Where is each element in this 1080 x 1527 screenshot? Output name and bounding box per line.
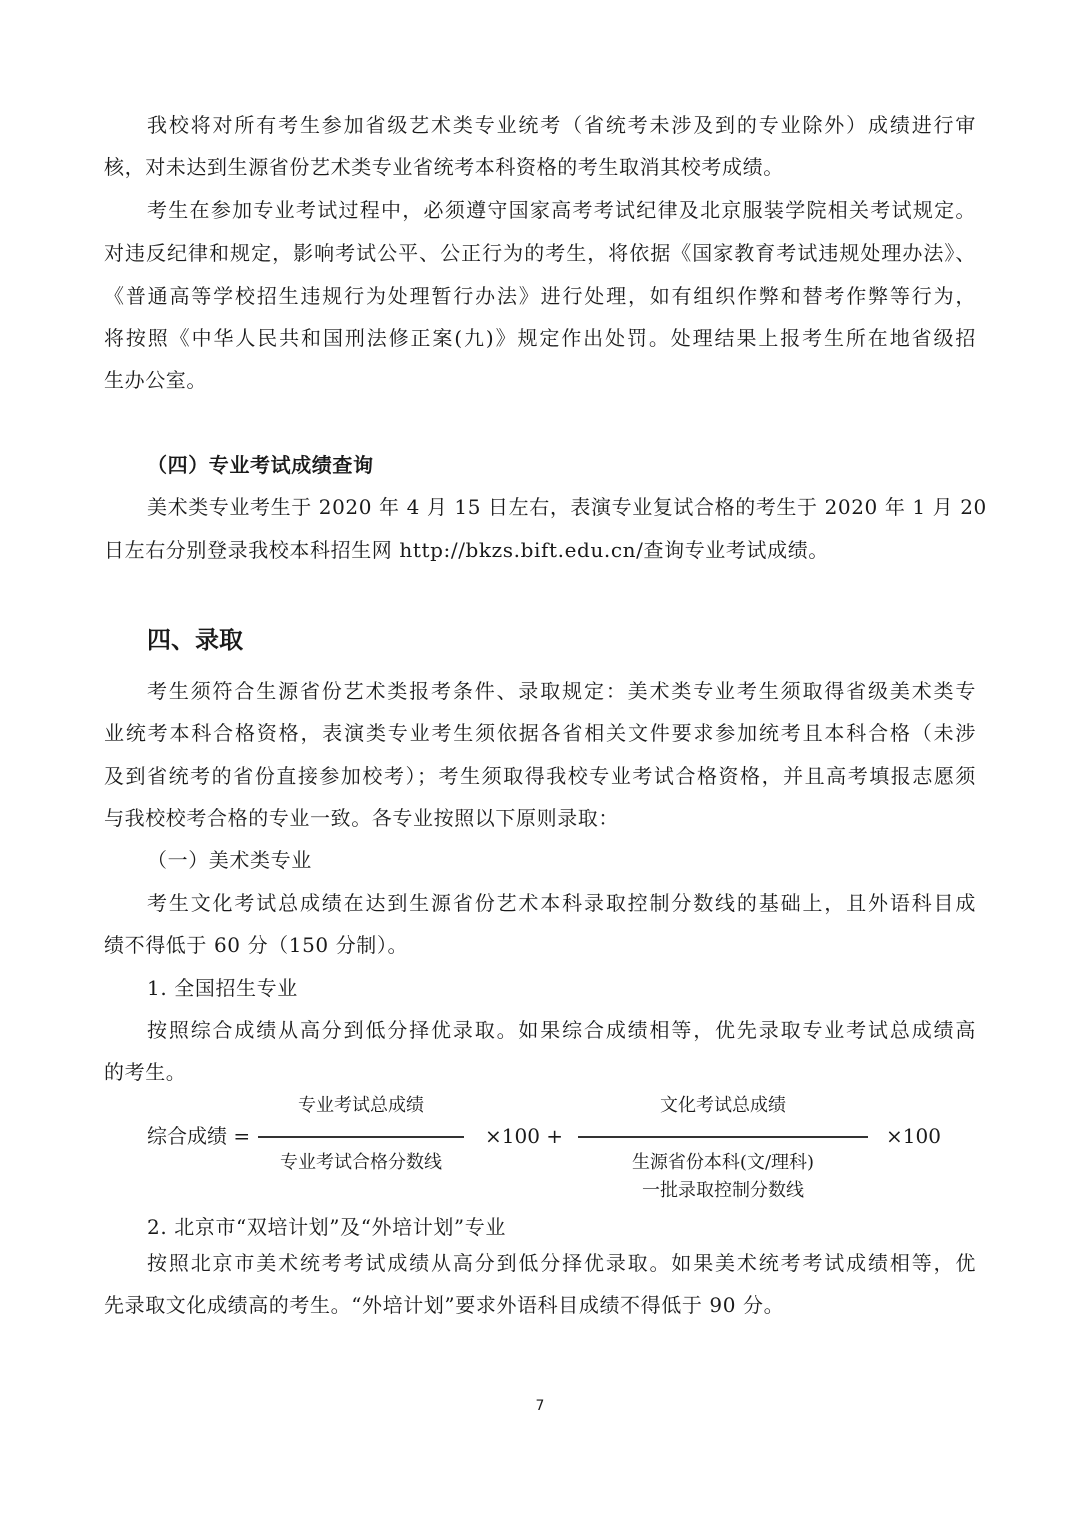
paragraph-line: 考生须符合生源省份艺术类报考条件、录取规定：美术类专业考生须取得省级美术类专 [147, 679, 976, 703]
fraction-numerator: 文化考试总成绩 [660, 1095, 786, 1116]
paragraph-line: 按照综合成绩从高分到低分择优录取。如果综合成绩相等，优先录取专业考试总成绩高 [147, 1018, 976, 1042]
section-heading: 四、录取 [147, 626, 243, 654]
paragraph-line: 日左右分别登录我校本科招生网 http://bkzs.bift.edu.cn/查询专业考试成绩。 [104, 538, 829, 562]
paragraph-line: 我校将对所有考生参加省级艺术类专业统考（省统考未涉及到的专业除外）成绩进行审 [147, 113, 976, 137]
fraction-numerator: 专业考试总成绩 [298, 1095, 424, 1116]
paragraph-line: 考生文化考试总成绩在达到生源省份艺术本科录取控制分数线的基础上，且外语科目成 [147, 891, 976, 915]
list-item-title: 1. 全国招生专业 [147, 976, 298, 1000]
fraction-denominator-line2: 一批录取控制分数线 [642, 1180, 804, 1201]
paragraph-line: 先录取文化成绩高的考生。“外培计划”要求外语科目成绩不得低于 90 分。 [104, 1293, 785, 1317]
paragraph-line: 核，对未达到生源省份艺术类专业省统考本科资格的考生取消其校考成绩。 [104, 155, 784, 179]
formula-label: 综合成绩 = [147, 1124, 251, 1148]
page-number: 7 [535, 1398, 545, 1414]
paragraph-line: 对违反纪律和规定，影响考试公平、公正行为的考生，将依据《国家教育考试违规处理办法》、 [104, 241, 976, 265]
paragraph-line: 将按照《中华人民共和国刑法修正案(九)》规定作出处罚。处理结果上报考生所在地省级招 [104, 326, 976, 350]
multiply-operator: ×100 [886, 1124, 941, 1148]
paragraph-line: 业统考本科合格资格，表演类专业考生须依据各省相关文件要求参加统考且本科合格（未涉 [104, 721, 976, 745]
fraction-bar [578, 1136, 868, 1138]
fraction-bar [258, 1136, 464, 1138]
paragraph-line: 按照北京市美术统考考试成绩从高分到低分择优录取。如果美术统考考试成绩相等，优 [147, 1251, 976, 1275]
paragraph-line: 《普通高等学校招生违规行为处理暂行办法》进行处理，如有组织作弊和替考作弊等行为， [104, 284, 976, 308]
paragraph-line: 绩不得低于 60 分（150 分制）。 [104, 933, 409, 957]
list-item-title: 2. 北京市“双培计划”及“外培计划”专业 [147, 1215, 506, 1239]
multiply-operator: ×100 + [485, 1124, 564, 1148]
fraction-denominator: 专业考试合格分数线 [280, 1152, 442, 1173]
paragraph-line: 考生在参加专业考试过程中，必须遵守国家高考考试纪律及北京服装学院相关考试规定。 [147, 198, 976, 222]
fraction-denominator: 生源省份本科(文/理科) [631, 1152, 815, 1173]
subsection-heading: （四）专业考试成绩查询 [147, 453, 374, 477]
paragraph-line: 美术类专业考生于 2020 年 4 月 15 日左右，表演专业复试合格的考生于 2020 年 1 月 20 [147, 495, 987, 519]
paragraph-line: 的考生。 [104, 1060, 187, 1084]
subsection-label: （一）美术类专业 [147, 848, 312, 872]
paragraph-line: 与我校校考合格的专业一致。各专业按照以下原则录取： [104, 806, 619, 830]
paragraph-line: 及到省统考的省份直接参加校考）；考生须取得我校专业考试合格资格，并且高考填报志愿须 [104, 764, 976, 788]
paragraph-line: 生办公室。 [104, 368, 207, 392]
